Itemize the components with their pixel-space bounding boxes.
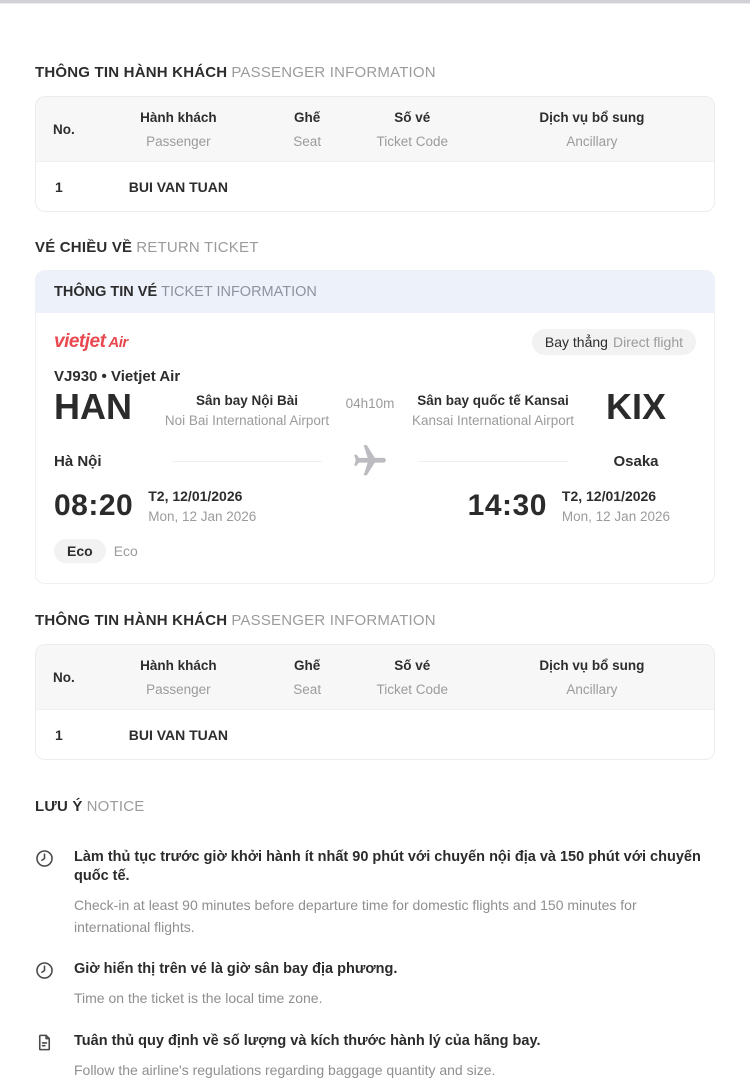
row-no: 1 bbox=[55, 726, 63, 743]
return-title-en: RETURN TICKET bbox=[136, 239, 259, 256]
departure-time-block bbox=[54, 488, 256, 524]
departure-time: 08:20 bbox=[54, 489, 134, 522]
arrival-city: Osaka bbox=[613, 452, 659, 470]
notice-section-title bbox=[35, 798, 715, 815]
flight-number: VJ930 • Vietjet Air bbox=[54, 368, 181, 385]
passenger-title-vi: THÔNG TIN HÀNH KHÁCH bbox=[35, 64, 228, 81]
column-ancillary: Dịch vụ bổ sung Ancillary bbox=[539, 109, 645, 149]
clock-icon bbox=[35, 848, 54, 938]
arrival-airport: Sân bay quốc tế Kansai Kansai International Airport bbox=[411, 393, 575, 428]
row-passenger-name: BUI VAN TUAN bbox=[128, 726, 229, 743]
notice-item-title: Giờ hiển thị trên vé là giờ sân bay địa phương. bbox=[74, 961, 398, 978]
passenger-title-en: PASSENGER INFORMATION bbox=[231, 612, 436, 629]
notice-item-description: Check-in at least 90 minutes before departure time for domestic flights and 150 minutes for international flights. bbox=[74, 896, 637, 936]
column-seat: Ghế Seat bbox=[293, 109, 322, 149]
top-divider-bar bbox=[0, 0, 750, 4]
column-passenger: Hành khách Passenger bbox=[140, 109, 217, 149]
list-item bbox=[35, 1032, 715, 1081]
route-row bbox=[54, 387, 696, 428]
flight-duration: 04h10m bbox=[345, 396, 395, 411]
ticket-header-en: TICKET INFORMATION bbox=[161, 284, 317, 300]
departure-date: T2, 12/01/2026 Mon, 12 Jan 2026 bbox=[148, 488, 257, 524]
arrival-date: T2, 12/01/2026 Mon, 12 Jan 2026 bbox=[561, 488, 670, 524]
document-icon bbox=[35, 1032, 54, 1081]
passenger-title-en: PASSENGER INFORMATION bbox=[231, 64, 436, 81]
notice-item-title: Làm thủ tục trước giờ khởi hành ít nhất 90 phút với chuyến nội địa và 150 phút với chuyến quốc tế. bbox=[74, 849, 701, 884]
departure-city: Hà Nội bbox=[54, 452, 102, 470]
passenger-table-header bbox=[36, 97, 714, 161]
cabin-class-badge: Eco bbox=[54, 539, 106, 563]
notice-item-title: Tuân thủ quy định về số lượng và kích thước hành lý của hãng bay. bbox=[74, 1032, 541, 1049]
passenger-title-vi: THÔNG TIN HÀNH KHÁCH bbox=[35, 612, 228, 629]
cities-row bbox=[54, 442, 696, 476]
route-line-left bbox=[172, 461, 322, 462]
cabin-class-row bbox=[54, 539, 696, 563]
vietjet-air-logo: vietjet Air bbox=[54, 331, 128, 352]
notice-item-description: Follow the airline's regulations regarding baggage quantity and size. bbox=[74, 1061, 496, 1078]
ticket-card-body bbox=[36, 313, 714, 583]
departure-airport: Sân bay Nội Bài Noi Bai International Airport bbox=[164, 393, 330, 428]
column-seat: Ghế Seat bbox=[293, 657, 322, 697]
notice-list bbox=[35, 848, 715, 1081]
clock-icon bbox=[35, 960, 54, 1009]
times-row bbox=[54, 488, 696, 524]
passenger-section-title bbox=[35, 64, 715, 81]
list-item bbox=[35, 960, 715, 1009]
passenger-section-title-2 bbox=[35, 612, 715, 629]
table-row bbox=[36, 161, 714, 211]
arrival-time-block bbox=[468, 488, 670, 524]
column-ticket-code: Số vé Ticket Code bbox=[376, 657, 449, 697]
return-title-vi: VÉ CHIỀU VỀ bbox=[35, 239, 133, 256]
notice-item-description: Time on the ticket is the local time zone. bbox=[74, 990, 323, 1007]
ticket-info-card bbox=[35, 270, 715, 584]
ticket-card-header bbox=[36, 271, 714, 313]
return-ticket-section-title bbox=[35, 239, 715, 256]
row-passenger-name: BUI VAN TUAN bbox=[128, 178, 229, 195]
passenger-table bbox=[35, 96, 715, 212]
column-no: No. bbox=[53, 669, 75, 685]
notice-title-vi: LƯU Ý bbox=[35, 798, 83, 815]
row-no: 1 bbox=[55, 178, 63, 195]
ticket-header-vi: THÔNG TIN VÉ bbox=[54, 284, 158, 300]
airplane-icon bbox=[330, 442, 410, 480]
arrival-time: 14:30 bbox=[467, 489, 547, 522]
departure-code: HAN bbox=[54, 386, 132, 427]
direct-flight-badge: Bay thẳng Direct flight bbox=[532, 329, 696, 355]
column-no: No. bbox=[53, 121, 75, 137]
column-ancillary: Dịch vụ bổ sung Ancillary bbox=[539, 657, 645, 697]
route-line-right bbox=[418, 461, 568, 462]
column-passenger: Hành khách Passenger bbox=[140, 657, 217, 697]
table-row bbox=[36, 709, 714, 759]
cabin-class-label-en: Eco bbox=[113, 543, 138, 559]
passenger-table-2 bbox=[35, 644, 715, 760]
ticket-page bbox=[0, 64, 750, 1081]
list-item bbox=[35, 848, 715, 938]
notice-title-en: NOTICE bbox=[86, 798, 145, 815]
arrival-code: KIX bbox=[605, 386, 666, 427]
passenger-table-header bbox=[36, 645, 714, 709]
column-ticket-code: Số vé Ticket Code bbox=[376, 109, 449, 149]
